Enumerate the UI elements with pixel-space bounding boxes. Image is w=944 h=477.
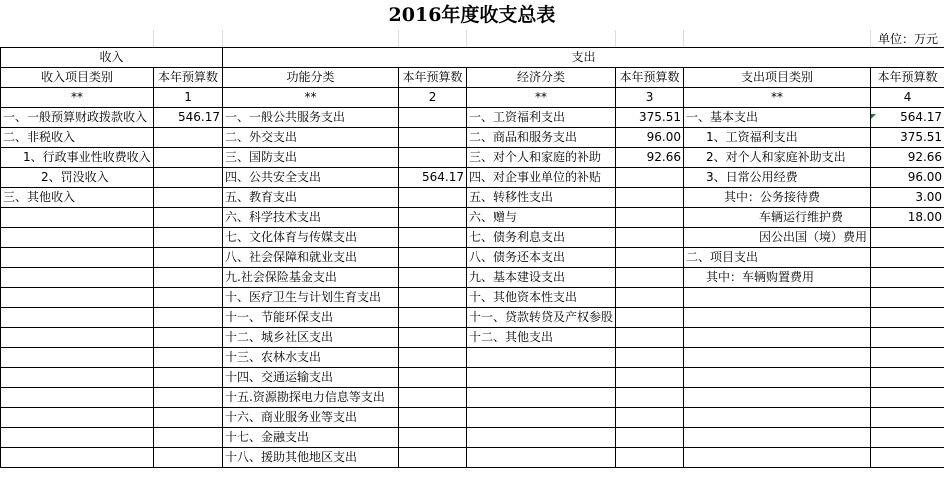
functional-budget-cell[interactable] xyxy=(399,328,467,348)
expense-category-cell[interactable] xyxy=(684,408,871,428)
budget-header[interactable]: 本年预算数 xyxy=(154,68,223,88)
income-budget-cell[interactable] xyxy=(154,348,223,368)
functional-item-cell[interactable]: 六、科学技术支出 xyxy=(223,208,399,228)
economic-budget-cell[interactable] xyxy=(616,188,684,208)
table-row xyxy=(1,208,944,228)
income-item-cell[interactable] xyxy=(1,368,154,388)
expense-category-budget-cell[interactable]: 375.51 xyxy=(871,128,944,148)
income-budget-cell[interactable] xyxy=(154,368,223,388)
income-item-cell[interactable] xyxy=(1,248,154,268)
economic-item-cell[interactable]: 十二、其他支出 xyxy=(467,328,616,348)
income-budget-cell[interactable] xyxy=(154,248,223,268)
expense-category-cell[interactable]: 一、基本支出 xyxy=(684,108,871,128)
economic-item-cell[interactable] xyxy=(467,408,616,428)
functional-item-cell[interactable]: 十五.资源勘探电力信息等支出 xyxy=(223,388,399,408)
economic-budget-cell[interactable]: 92.66 xyxy=(616,148,684,168)
income-budget-cell[interactable] xyxy=(154,288,223,308)
group-header-row xyxy=(1,48,944,68)
functional-item-cell[interactable]: 九.社会保险基金支出 xyxy=(223,268,399,288)
functional-budget-cell[interactable]: 564.17 xyxy=(399,168,467,188)
table-row xyxy=(1,108,944,128)
index-cell[interactable]: ** xyxy=(684,88,871,108)
functional-budget-cell[interactable] xyxy=(399,408,467,428)
economic-budget-cell[interactable] xyxy=(616,208,684,228)
functional-item-cell[interactable]: 十二、城乡社区支出 xyxy=(223,328,399,348)
expense-category-budget-cell[interactable] xyxy=(871,288,944,308)
income-budget-cell[interactable] xyxy=(154,388,223,408)
index-cell[interactable]: ** xyxy=(223,88,399,108)
economic-item-cell[interactable]: 五、转移性支出 xyxy=(467,188,616,208)
economic-budget-cell[interactable] xyxy=(616,388,684,408)
expense-category-cell[interactable]: 3、日常公用经费 xyxy=(684,168,871,188)
table-row xyxy=(1,148,944,168)
expense-category-cell[interactable] xyxy=(684,288,871,308)
functional-item-cell[interactable]: 十一、节能环保支出 xyxy=(223,308,399,328)
income-item-cell[interactable] xyxy=(1,208,154,228)
economic-item-cell[interactable]: 十一、贷款转贷及产权参股 xyxy=(467,308,616,328)
functional-budget-cell[interactable] xyxy=(399,128,467,148)
income-item-cell[interactable] xyxy=(1,428,154,448)
economic-budget-cell[interactable] xyxy=(616,228,684,248)
gridline xyxy=(222,30,223,47)
functional-budget-cell[interactable] xyxy=(399,388,467,408)
economic-item-cell[interactable]: 一、工资福利支出 xyxy=(467,108,616,128)
expense-category-budget-cell[interactable]: 564.17 xyxy=(871,108,944,128)
economic-budget-cell[interactable]: 96.00 xyxy=(616,128,684,148)
income-item-cell[interactable] xyxy=(1,308,154,328)
functional-budget-cell[interactable] xyxy=(399,308,467,328)
gridline xyxy=(615,30,616,47)
economic-budget-cell[interactable] xyxy=(616,428,684,448)
expense-category-cell[interactable] xyxy=(684,388,871,408)
expense-category-budget-cell[interactable] xyxy=(871,328,944,348)
table-row xyxy=(1,388,944,408)
budget-header[interactable]: 本年预算数 xyxy=(399,68,467,88)
index-cell[interactable]: 1 xyxy=(154,88,223,108)
income-header[interactable]: 收入 xyxy=(1,48,223,68)
index-cell[interactable]: 3 xyxy=(616,88,684,108)
gridline xyxy=(466,30,467,47)
gridline xyxy=(398,30,399,47)
expense-category-cell[interactable]: 2、对个人和家庭补助支出 xyxy=(684,148,871,168)
income-budget-cell[interactable] xyxy=(154,168,223,188)
gridline xyxy=(683,30,684,47)
budget-header[interactable]: 本年预算数 xyxy=(616,68,684,88)
functional-budget-cell[interactable] xyxy=(399,428,467,448)
expense-category-budget-cell[interactable] xyxy=(871,368,944,388)
income-item-cell[interactable] xyxy=(1,448,154,468)
income-budget-cell[interactable]: 546.17 xyxy=(154,108,223,128)
index-cell[interactable]: 2 xyxy=(399,88,467,108)
economic-budget-cell[interactable] xyxy=(616,268,684,288)
functional-budget-cell[interactable] xyxy=(399,348,467,368)
income-budget-cell[interactable] xyxy=(154,128,223,148)
table-row xyxy=(1,328,944,348)
expense-category-budget-cell[interactable]: 3.00 xyxy=(871,188,944,208)
income-item-cell[interactable] xyxy=(1,348,154,368)
table-row xyxy=(1,268,944,288)
income-budget-cell[interactable] xyxy=(154,408,223,428)
economic-item-cell[interactable] xyxy=(467,428,616,448)
economic-item-cell[interactable]: 十、其他资本性支出 xyxy=(467,288,616,308)
index-row xyxy=(1,88,944,108)
economic-budget-cell[interactable] xyxy=(616,448,684,468)
income-item-cell[interactable] xyxy=(1,328,154,348)
table-row xyxy=(1,248,944,268)
income-item-cell[interactable]: 一、一般预算财政拨款收入 xyxy=(1,108,154,128)
expense-category-cell[interactable] xyxy=(684,368,871,388)
functional-item-cell[interactable]: 一、一般公共服务支出 xyxy=(223,108,399,128)
income-item-cell[interactable] xyxy=(1,268,154,288)
economic-item-cell[interactable] xyxy=(467,388,616,408)
budget-table xyxy=(0,47,944,468)
expense-category-budget-cell[interactable] xyxy=(871,228,944,248)
table-row xyxy=(1,448,944,468)
functional-item-cell[interactable]: 十四、交通运输支出 xyxy=(223,368,399,388)
income-budget-cell[interactable] xyxy=(154,428,223,448)
expense-category-budget-cell[interactable] xyxy=(871,248,944,268)
cell-comment-marker xyxy=(871,114,876,119)
table-row xyxy=(1,428,944,448)
income-budget-cell[interactable] xyxy=(154,328,223,348)
economic-header[interactable]: 经济分类 xyxy=(467,68,616,88)
functional-item-cell[interactable]: 十三、农林水支出 xyxy=(223,348,399,368)
economic-item-cell[interactable]: 九、基本建设支出 xyxy=(467,268,616,288)
economic-budget-cell[interactable] xyxy=(616,288,684,308)
unit-row xyxy=(0,30,944,48)
functional-item-cell[interactable]: 十六、商业服务业等支出 xyxy=(223,408,399,428)
economic-item-cell[interactable]: 六、赠与 xyxy=(467,208,616,228)
functional-item-cell[interactable]: 五、教育支出 xyxy=(223,188,399,208)
economic-item-cell[interactable]: 八、债务还本支出 xyxy=(467,248,616,268)
economic-budget-cell[interactable] xyxy=(616,368,684,388)
table-row xyxy=(1,228,944,248)
unit-label: 单位：万元 xyxy=(877,32,938,46)
expense-category-cell[interactable] xyxy=(684,308,871,328)
economic-budget-cell[interactable]: 375.51 xyxy=(616,108,684,128)
economic-budget-cell[interactable] xyxy=(616,408,684,428)
index-cell[interactable]: 4 xyxy=(871,88,944,108)
table-row xyxy=(1,308,944,328)
expense-category-budget-cell[interactable] xyxy=(871,348,944,368)
economic-item-cell[interactable] xyxy=(467,448,616,468)
economic-item-cell[interactable]: 二、商品和服务支出 xyxy=(467,128,616,148)
expense-category-cell[interactable]: 车辆运行维护费 xyxy=(684,208,871,228)
functional-item-cell[interactable]: 十、医疗卫生与计划生育支出 xyxy=(223,288,399,308)
functional-budget-cell[interactable] xyxy=(399,248,467,268)
functional-budget-cell[interactable] xyxy=(399,208,467,228)
income-budget-cell[interactable] xyxy=(154,208,223,228)
functional-budget-cell[interactable] xyxy=(399,448,467,468)
income-item-cell[interactable] xyxy=(1,288,154,308)
table-row xyxy=(1,188,944,208)
expense-category-cell[interactable] xyxy=(684,448,871,468)
functional-item-cell[interactable]: 十七、金融支出 xyxy=(223,428,399,448)
functional-header[interactable]: 功能分类 xyxy=(223,68,399,88)
expense-category-cell[interactable] xyxy=(684,348,871,368)
economic-budget-cell[interactable] xyxy=(616,168,684,188)
economic-item-cell[interactable]: 四、对企事业单位的补贴 xyxy=(467,168,616,188)
economic-budget-cell[interactable] xyxy=(616,248,684,268)
functional-budget-cell[interactable] xyxy=(399,148,467,168)
economic-item-cell[interactable]: 三、对个人和家庭的补助 xyxy=(467,148,616,168)
economic-budget-cell[interactable] xyxy=(616,328,684,348)
income-item-cell[interactable]: 二、非税收入 xyxy=(1,128,154,148)
economic-item-cell[interactable] xyxy=(467,368,616,388)
expense-category-budget-cell[interactable]: 18.00 xyxy=(871,208,944,228)
functional-item-cell[interactable]: 八、社会保障和就业支出 xyxy=(223,248,399,268)
economic-budget-cell[interactable] xyxy=(616,348,684,368)
expense-category-cell[interactable]: 因公出国（境）费用 xyxy=(684,228,871,248)
functional-item-cell[interactable]: 三、国防支出 xyxy=(223,148,399,168)
expense-category-cell[interactable]: 1、工资福利支出 xyxy=(684,128,871,148)
expense-category-cell[interactable]: 其中：公务接待费 xyxy=(684,188,871,208)
functional-budget-cell[interactable] xyxy=(399,228,467,248)
income-item-cell[interactable] xyxy=(1,388,154,408)
functional-item-cell[interactable]: 七、文化体育与传媒支出 xyxy=(223,228,399,248)
expense-category-budget-cell[interactable] xyxy=(871,428,944,448)
income-item-cell[interactable] xyxy=(1,408,154,428)
economic-budget-cell[interactable] xyxy=(616,308,684,328)
expense-category-budget-cell[interactable] xyxy=(871,308,944,328)
expense-category-budget-cell[interactable]: 96.00 xyxy=(871,168,944,188)
expense-category-budget-cell[interactable] xyxy=(871,388,944,408)
gridline xyxy=(870,30,871,47)
expense-category-budget-cell[interactable] xyxy=(871,268,944,288)
income-category-header[interactable]: 收入项目类别 xyxy=(1,68,154,88)
table-row xyxy=(1,168,944,188)
functional-item-cell[interactable]: 十八、援助其他地区支出 xyxy=(223,448,399,468)
expense-header[interactable]: 支出 xyxy=(223,48,944,68)
income-item-cell[interactable] xyxy=(1,228,154,248)
expense-category-cell[interactable] xyxy=(684,328,871,348)
income-budget-cell[interactable] xyxy=(154,148,223,168)
income-budget-cell[interactable] xyxy=(154,448,223,468)
expense-category-budget-cell[interactable] xyxy=(871,408,944,428)
income-budget-cell[interactable] xyxy=(154,188,223,208)
expense-category-budget-cell[interactable] xyxy=(871,448,944,468)
index-cell[interactable]: ** xyxy=(467,88,616,108)
functional-budget-cell[interactable] xyxy=(399,368,467,388)
table-row xyxy=(1,348,944,368)
expense-category-budget-cell[interactable]: 92.66 xyxy=(871,148,944,168)
functional-item-cell[interactable]: 四、公共安全支出 xyxy=(223,168,399,188)
functional-budget-cell[interactable] xyxy=(399,268,467,288)
income-budget-cell[interactable] xyxy=(154,268,223,288)
table-row xyxy=(1,408,944,428)
income-budget-cell[interactable] xyxy=(154,228,223,248)
economic-item-cell[interactable]: 七、债务利息支出 xyxy=(467,228,616,248)
income-budget-cell[interactable] xyxy=(154,308,223,328)
gridline xyxy=(153,30,154,47)
income-item-cell[interactable]: 三、其他收入 xyxy=(1,188,154,208)
expense-category-cell[interactable]: 其中：车辆购置费用 xyxy=(684,268,871,288)
sheet-title: 2016年度收支总表 xyxy=(388,4,556,26)
functional-budget-cell[interactable] xyxy=(399,108,467,128)
table-row xyxy=(1,288,944,308)
table-row xyxy=(1,128,944,148)
expense-category-cell[interactable] xyxy=(684,428,871,448)
expense-category-cell[interactable]: 二、项目支出 xyxy=(684,248,871,268)
functional-item-cell[interactable]: 二、外交支出 xyxy=(223,128,399,148)
income-item-cell[interactable]: 1、行政事业性收费收入 xyxy=(1,148,154,168)
functional-budget-cell[interactable] xyxy=(399,288,467,308)
expense-category-header[interactable]: 支出项目类别 xyxy=(684,68,871,88)
economic-item-cell[interactable] xyxy=(467,348,616,368)
column-header-row xyxy=(1,68,944,88)
budget-header[interactable]: 本年预算数 xyxy=(871,68,944,88)
index-cell[interactable]: ** xyxy=(1,88,154,108)
functional-budget-cell[interactable] xyxy=(399,188,467,208)
income-item-cell[interactable]: 2、罚没收入 xyxy=(1,168,154,188)
table-row xyxy=(1,368,944,388)
